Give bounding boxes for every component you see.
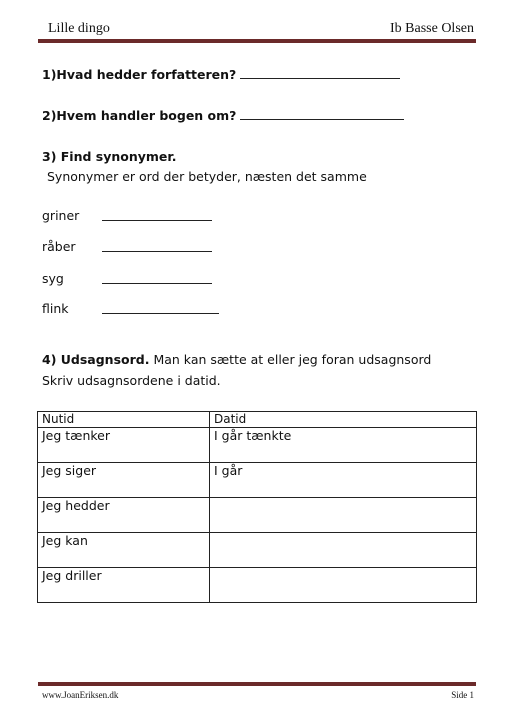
- question-4-title: 4) Udsagnsord.: [42, 352, 150, 367]
- table-header-nutid: Nutid: [38, 412, 210, 428]
- question-3-instruction: Synonymer er ord der betyder, næsten det samme: [47, 169, 367, 184]
- past-cell[interactable]: [210, 498, 477, 533]
- present-cell: Jeg siger: [38, 463, 210, 498]
- table-row: [38, 533, 477, 568]
- question-3-title: 3) Find synonymer.: [42, 149, 177, 164]
- answer-line-1[interactable]: [240, 66, 400, 79]
- present-cell: Jeg driller: [38, 568, 210, 603]
- footer-divider: [38, 682, 476, 686]
- question-2-text: 2)Hvem handler bogen om?: [42, 108, 237, 123]
- past-cell[interactable]: [210, 533, 477, 568]
- header-divider: [38, 39, 476, 43]
- synonym-word: råber: [42, 239, 76, 254]
- question-2: [42, 107, 404, 123]
- table-row: [38, 428, 477, 463]
- table-row: [38, 568, 477, 603]
- past-cell[interactable]: I går tænkte: [210, 428, 477, 463]
- present-cell: Jeg kan: [38, 533, 210, 568]
- question-4: [42, 352, 431, 367]
- footer-page-number: Side 1: [451, 690, 474, 700]
- synonym-word: flink: [42, 301, 69, 316]
- synonym-answer-line[interactable]: [102, 313, 219, 314]
- table-row: [38, 463, 477, 498]
- table-row: [38, 498, 477, 533]
- synonym-word: griner: [42, 208, 80, 223]
- question-4-instruction-2: Skriv udsagnsordene i datid.: [42, 373, 221, 388]
- past-cell[interactable]: [210, 568, 477, 603]
- past-cell[interactable]: I går: [210, 463, 477, 498]
- table-header-row: [38, 412, 477, 428]
- verb-table: [37, 411, 477, 603]
- synonym-answer-line[interactable]: [102, 251, 212, 252]
- table-header-datid: Datid: [210, 412, 477, 428]
- answer-line-2[interactable]: [240, 107, 404, 120]
- synonym-word: syg: [42, 271, 64, 286]
- present-cell: Jeg tænker: [38, 428, 210, 463]
- footer-website: www.JoanEriksen.dk: [42, 690, 119, 700]
- present-cell: Jeg hedder: [38, 498, 210, 533]
- synonym-answer-line[interactable]: [102, 283, 212, 284]
- question-1: [42, 66, 400, 82]
- question-1-text: 1)Hvad hedder forfatteren?: [42, 67, 237, 82]
- header-title: Lille dingo: [48, 21, 110, 36]
- question-4-instruction: Man kan sætte at eller jeg foran udsagnsord: [153, 352, 432, 367]
- header-author: Ib Basse Olsen: [390, 21, 474, 36]
- synonym-answer-line[interactable]: [102, 220, 212, 221]
